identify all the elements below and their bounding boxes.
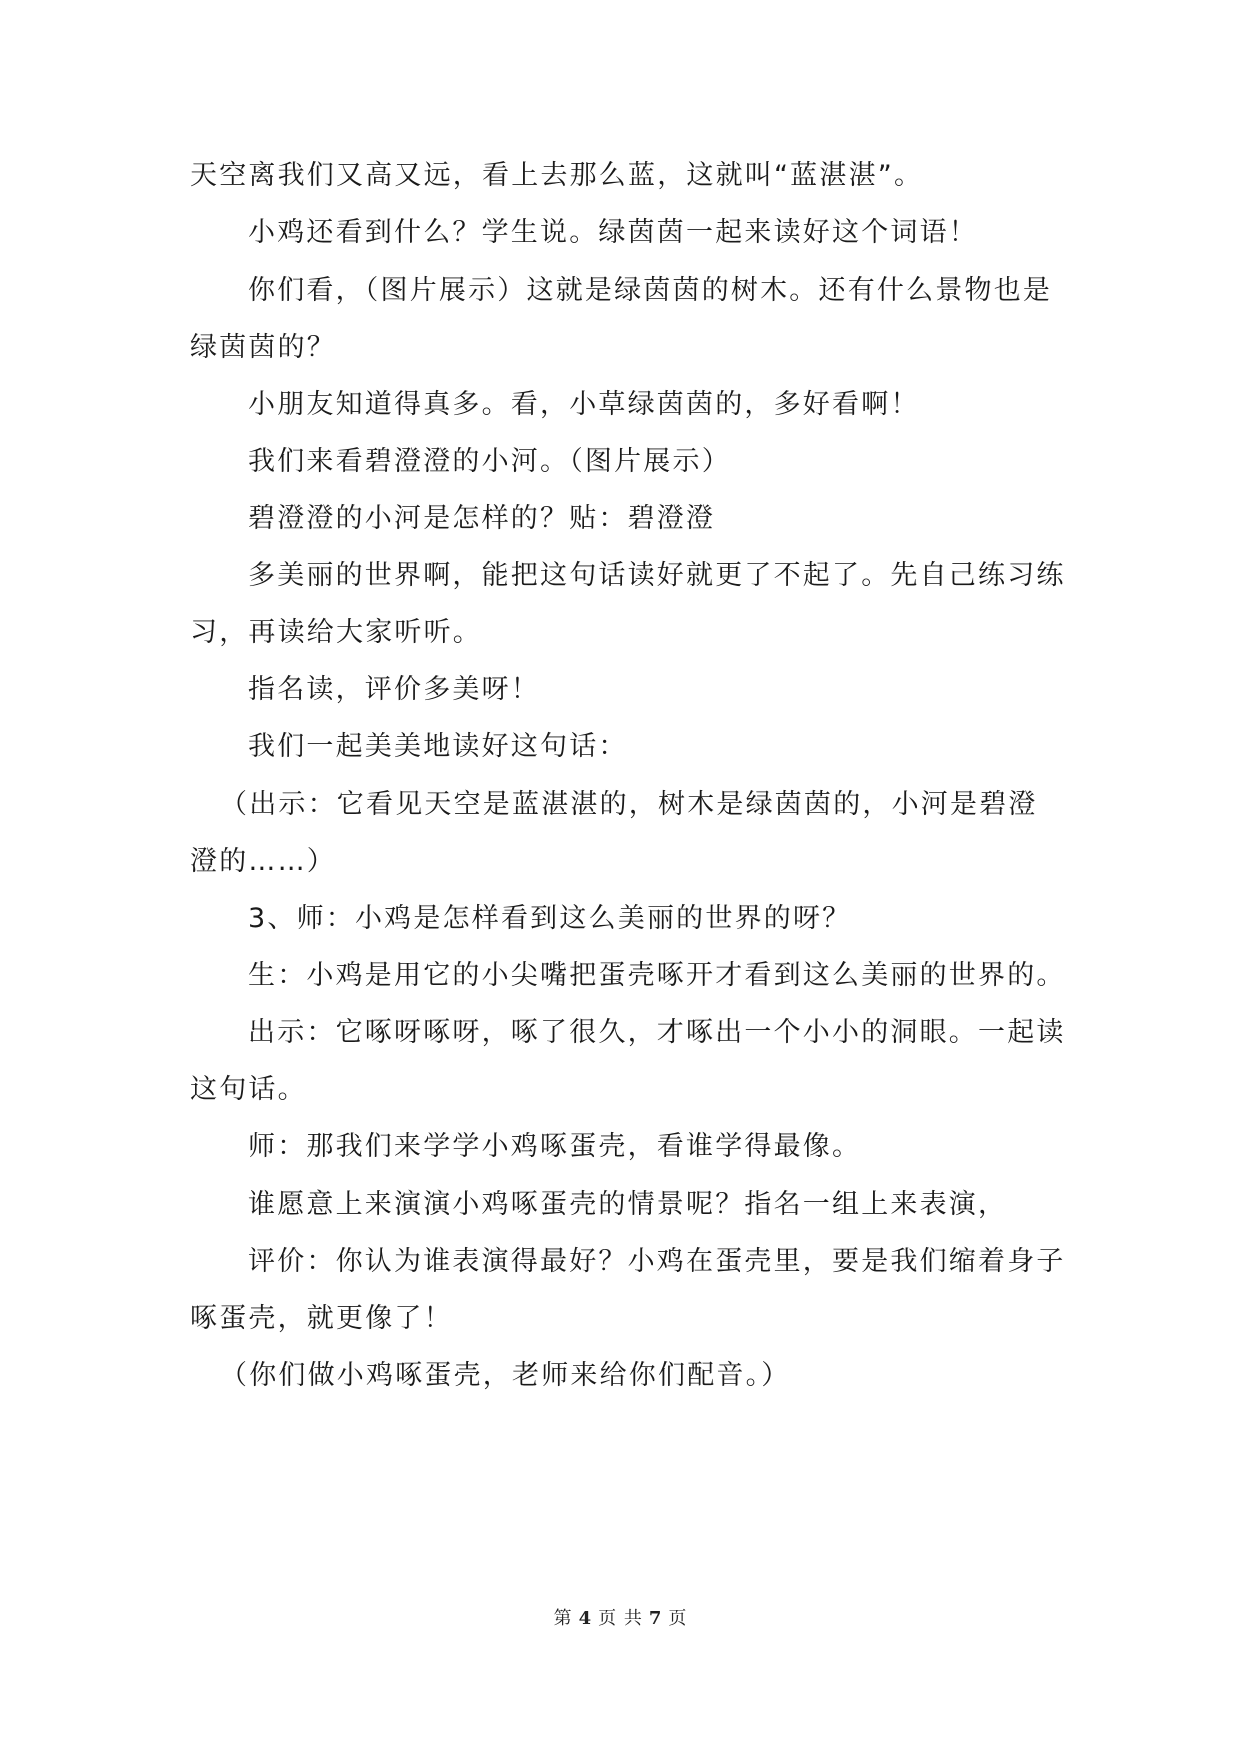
text-line: 指名读，评价多美呀！	[248, 674, 540, 705]
text-line: 你们看，（图片展示）这就是绿茵茵的树木。还有什么景物也是	[248, 275, 1053, 306]
text-line: 天空离我们又高又远，看上去那么蓝，这就叫“蓝湛湛”。	[190, 160, 924, 191]
text-line: 这句话。	[190, 1074, 307, 1105]
text-line: 评价：你认为谁表演得最好？小鸡在蛋壳里，要是我们缩着身子	[248, 1246, 1066, 1277]
text-line: 澄的……）	[190, 846, 336, 877]
text-line: 绿茵茵的？	[190, 332, 336, 363]
text-line: 我们一起美美地读好这句话：	[248, 731, 628, 762]
text-line: 小鸡还看到什么？学生说。绿茵茵一起来读好这个词语！	[248, 217, 978, 248]
text-line: （你们做小鸡啄蛋壳，老师来给你们配音。）	[220, 1360, 791, 1391]
text-line: 生：小鸡是用它的小尖嘴把蛋壳啄开才看到这么美丽的世界的。	[248, 960, 1066, 991]
total-pages-number: 7	[648, 1608, 663, 1629]
footer-prefix: 第	[553, 1608, 573, 1629]
text-line: 小朋友知道得真多。看，小草绿茵茵的，多好看啊！	[248, 389, 920, 420]
text-line: 多美丽的世界啊，能把这句话读好就更了不起了。先自己练习练	[248, 560, 1066, 591]
text-line: 谁愿意上来演演小鸡啄蛋壳的情景呢？指名一组上来表演，	[248, 1189, 1008, 1220]
footer-middle: 页 共	[598, 1608, 643, 1629]
text-line: 碧澄澄的小河是怎样的？贴：碧澄澄	[248, 503, 716, 534]
page-footer	[0, 1604, 1241, 1630]
text-line: 师：那我们来学学小鸡啄蛋壳，看谁学得最像。	[248, 1131, 862, 1162]
footer-suffix: 页	[668, 1608, 688, 1629]
text-line: （出示：它看见天空是蓝湛湛的，树木是绿茵茵的，小河是碧澄	[220, 789, 1038, 820]
text-line: 啄蛋壳，就更像了！	[190, 1303, 453, 1334]
text-line: 我们来看碧澄澄的小河。（图片展示）	[248, 446, 731, 477]
current-page-number: 4	[578, 1608, 593, 1629]
text-line: 习，再读给大家听听。	[190, 617, 482, 648]
text-line: 出示：它啄呀啄呀，啄了很久，才啄出一个小小的洞眼。一起读	[248, 1017, 1066, 1048]
text-line: 3、师：小鸡是怎样看到这么美丽的世界的呀？	[248, 903, 852, 934]
